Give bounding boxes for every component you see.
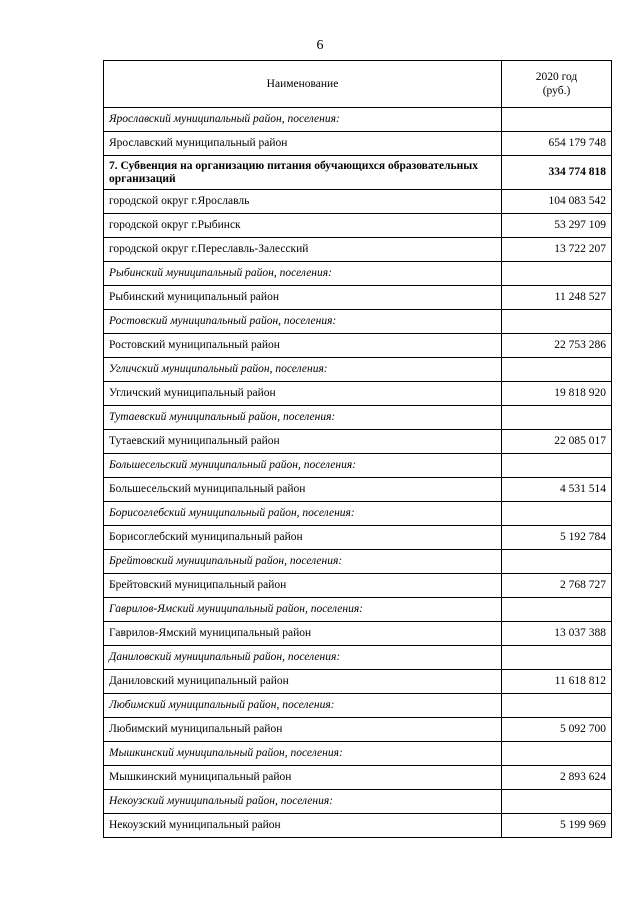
row-amount-cell: 13 037 388 [502, 622, 612, 646]
row-amount-cell [502, 406, 612, 430]
row-name-cell: Борисоглебский муниципальный район, поселения: [104, 502, 502, 526]
table-row-group [104, 310, 612, 334]
row-name-cell: Рыбинский муниципальный район, поселения: [104, 262, 502, 286]
row-name-cell: Некоузский муниципальный район, поселения: [104, 790, 502, 814]
row-name-cell: Ростовский муниципальный район, поселения: [104, 310, 502, 334]
row-amount-cell: 104 083 542 [502, 190, 612, 214]
column-header-amount [502, 61, 612, 108]
row-amount-cell: 4 531 514 [502, 478, 612, 502]
row-amount-cell: 19 818 920 [502, 382, 612, 406]
row-amount-cell: 22 753 286 [502, 334, 612, 358]
row-amount-cell [502, 108, 612, 132]
row-name-cell: городской округ г.Ярославль [104, 190, 502, 214]
row-amount-cell [502, 262, 612, 286]
row-name-cell: Ростовский муниципальный район [104, 334, 502, 358]
row-name-cell: Любимский муниципальный район [104, 718, 502, 742]
row-amount-cell: 5 199 969 [502, 814, 612, 838]
table-row-group [104, 406, 612, 430]
row-name-cell: Даниловский муниципальный район [104, 670, 502, 694]
row-name-cell: городской округ г.Рыбинск [104, 214, 502, 238]
row-amount-cell [502, 790, 612, 814]
row-name-cell: Тутаевский муниципальный район, поселения: [104, 406, 502, 430]
column-header-unit: (руб.) [542, 85, 571, 97]
table-row [104, 574, 612, 598]
row-amount-cell: 2 893 624 [502, 766, 612, 790]
row-amount-cell: 654 179 748 [502, 132, 612, 156]
table-row [104, 190, 612, 214]
table-row [104, 766, 612, 790]
column-header-year: 2020 год [535, 71, 578, 83]
row-name-cell: Борисоглебский муниципальный район [104, 526, 502, 550]
table-row [104, 334, 612, 358]
row-name-cell: Большесельский муниципальный район, поселения: [104, 454, 502, 478]
row-amount-cell: 334 774 818 [502, 156, 612, 190]
row-name-cell: Ярославский муниципальный район [104, 132, 502, 156]
page-number: 6 [316, 38, 324, 53]
row-amount-cell: 11 248 527 [502, 286, 612, 310]
row-amount-cell: 5 192 784 [502, 526, 612, 550]
row-name-cell: Большесельский муниципальный район [104, 478, 502, 502]
row-name-cell: 7. Субвенция на организацию питания обучающихся образовательных организаций [104, 156, 502, 190]
table-row-group [104, 598, 612, 622]
table-row-group [104, 694, 612, 718]
table-row [104, 478, 612, 502]
table-row-group [104, 550, 612, 574]
row-name-cell: Мышкинский муниципальный район, поселения: [104, 742, 502, 766]
row-amount-cell [502, 454, 612, 478]
row-amount-cell: 53 297 109 [502, 214, 612, 238]
row-name-cell: Гаврилов-Ямский муниципальный район, поселения: [104, 598, 502, 622]
row-amount-cell [502, 358, 612, 382]
row-name-cell: Тутаевский муниципальный район [104, 430, 502, 454]
row-amount-cell [502, 646, 612, 670]
row-name-cell: Угличский муниципальный район, поселения: [104, 358, 502, 382]
row-amount-cell: 2 768 727 [502, 574, 612, 598]
row-name-cell: Рыбинский муниципальный район [104, 286, 502, 310]
row-amount-cell: 5 092 700 [502, 718, 612, 742]
table-row [104, 718, 612, 742]
row-amount-cell: 22 085 017 [502, 430, 612, 454]
table-row-group [104, 108, 612, 132]
table-row [104, 526, 612, 550]
row-amount-cell [502, 310, 612, 334]
row-name-cell: Ярославский муниципальный район, поселения: [104, 108, 502, 132]
table-row-group [104, 454, 612, 478]
table-row-group [104, 790, 612, 814]
table-body [104, 108, 612, 838]
table-row [104, 670, 612, 694]
table-row [104, 622, 612, 646]
table-row-group [104, 742, 612, 766]
table-row-group [104, 358, 612, 382]
row-amount-cell [502, 742, 612, 766]
row-amount-cell: 13 722 207 [502, 238, 612, 262]
table-row-group [104, 502, 612, 526]
row-name-cell: Гаврилов-Ямский муниципальный район [104, 622, 502, 646]
row-amount-cell [502, 502, 612, 526]
row-name-cell: Даниловский муниципальный район, поселения: [104, 646, 502, 670]
table-row-group [104, 262, 612, 286]
row-name-cell: Брейтовский муниципальный район [104, 574, 502, 598]
table-row [104, 814, 612, 838]
row-amount-cell [502, 694, 612, 718]
table-row [104, 286, 612, 310]
row-amount-cell [502, 598, 612, 622]
row-amount-cell [502, 550, 612, 574]
table-row-section [104, 156, 612, 190]
subsidy-table [103, 60, 612, 838]
row-name-cell: Брейтовский муниципальный район, поселения: [104, 550, 502, 574]
row-name-cell: Угличский муниципальный район [104, 382, 502, 406]
table-row [104, 430, 612, 454]
row-name-cell: городской округ г.Переславль-Залесский [104, 238, 502, 262]
row-amount-cell: 11 618 812 [502, 670, 612, 694]
table-row [104, 382, 612, 406]
table-row-group [104, 646, 612, 670]
row-name-cell: Некоузский муниципальный район [104, 814, 502, 838]
table-row [104, 238, 612, 262]
column-header-name: Наименование [104, 61, 502, 108]
table-row [104, 214, 612, 238]
row-name-cell: Любимский муниципальный район, поселения: [104, 694, 502, 718]
table-header-row [104, 61, 612, 108]
table-row [104, 132, 612, 156]
row-name-cell: Мышкинский муниципальный район [104, 766, 502, 790]
